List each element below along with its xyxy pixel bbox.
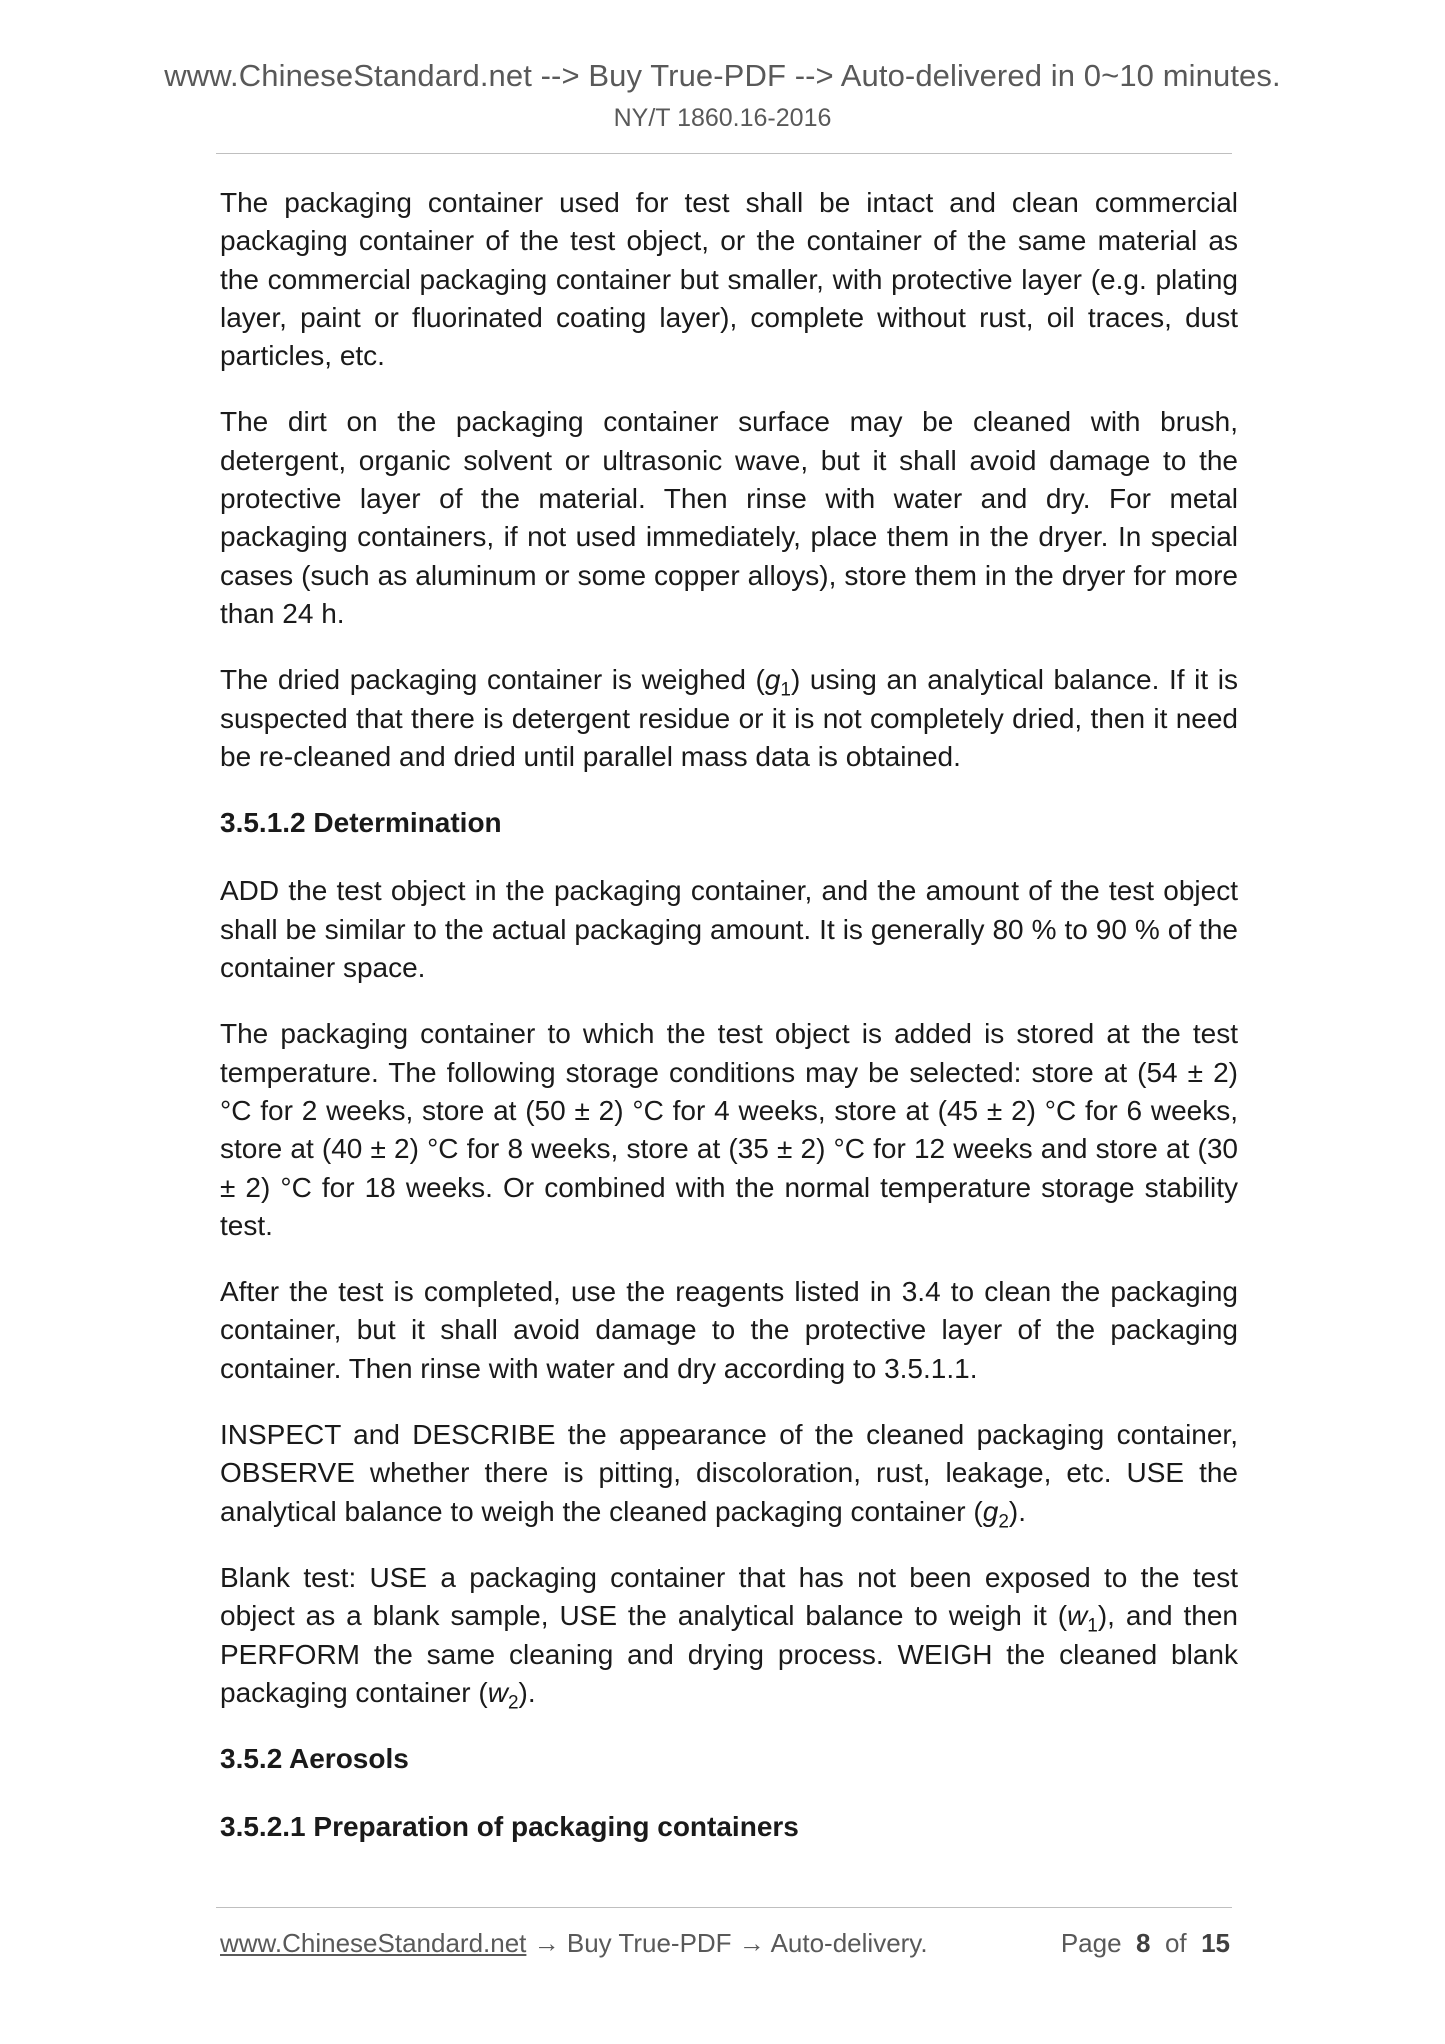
page-current: 8 [1136,1928,1151,1958]
paragraph-container-requirements: The packaging container used for test shall be intact and clean commercial packaging container of the test object, or the container of the same material as the commercial packaging container but smaller, with protective layer (e.g. plating layer, paint or fluorinated coating layer), complete without rust, oil traces, dust particles, etc. [220,187,1238,372]
paragraph-cleaning: The dirt on the packaging container surface may be cleaned with brush, detergent, organic solvent or ultrasonic wave, but it shall avoid damage to the protective layer of the material. Then rinse with water and dry. For metal packaging containers, if not used immediately, place them in the dryer. In special cases (such as aluminum or some copper alloys), store them in the dryer for more than 24 h. [220,406,1238,629]
variable-g: g [982,1495,999,1527]
text-segment: INSPECT and DESCRIBE the appearance of the cleaned packaging container, OBSERVE whether there is pitting, discoloration, rust, leakage, etc. USE the analytical balance to weigh the cleaned packaging container ( [220,1419,1238,1527]
standard-number: NY/T 1860.16-2016 [613,104,832,132]
header-banner: www.ChineseStandard.net --> Buy True-PDF --> Auto-delivered in 0~10 minutes. [164,58,1281,93]
text-segment: The dried packaging container is weighed ( [220,664,765,696]
paragraph-storage-conditions: The packaging container to which the test object is added is stored at the test temperature. The following storage conditions may be selected: store at (54 ± 2) °C for 2 weeks, store at (50 ± 2) °C for 4 weeks, store at (45 ± 2) °C for 6 weeks, store at (40 ± 2) °C for 8 weeks, store at (35 ± 2) °C for 12 weeks and store at (30 ± 2) °C for 18 weeks. Or combined with the normal temperature storage stability test. [220,1018,1238,1241]
subscript: 1 [780,679,791,701]
document-body [220,184,1238,1877]
section-heading-3521: 3.5.2.1 Preparation of packaging containers [220,1811,799,1843]
footer-site-link[interactable]: www.ChineseStandard.net [220,1928,527,1958]
footer-promo [220,1928,928,1959]
paragraph-after-test: After the test is completed, use the reagents listed in 3.4 to clean the packaging container, but it shall avoid damage to the protective layer of the packaging container. Then rinse with water and dry according to 3.5.1.1. [220,1276,1238,1384]
of-word: of [1164,1928,1187,1958]
page-total: 15 [1201,1928,1230,1958]
paragraph-add-test-object: ADD the test object in the packaging container, and the amount of the test object shall be similar to the actual packaging amount. It is generally 80 % to 90 % of the container space. [220,875,1238,984]
paragraph-weighing-g1 [220,661,1238,776]
subscript: 1 [1087,1615,1098,1637]
header-divider [216,153,1232,154]
subscript: 2 [998,1511,1009,1533]
text-segment: ), and then PERFORM the same cleaning and drying process. WEIGH the cleaned blank packaging container ( [220,1600,1238,1708]
paragraph-blank-test [220,1559,1238,1712]
text-segment: ). [518,1676,536,1708]
variable-w: w [1067,1600,1088,1632]
variable-g: g [764,664,781,696]
text-segment: Blank test: USE a packaging container that has not been exposed to the test object as a blank sample, USE the analytical balance to weigh it ( [220,1561,1238,1632]
variable-w: w [487,1676,508,1708]
page-word: Page [1060,1928,1122,1958]
footer-divider [216,1907,1232,1908]
text-segment: ). [1008,1495,1026,1527]
text-segment: ) using an analytical balance. If it is suspected that there is detergent residue or it is not completely dried, then it need be re-cleaned and dried until parallel mass data is obtained. [220,664,1238,772]
section-heading-3512: 3.5.1.2 Determination [220,807,502,839]
section-heading-352: 3.5.2 Aerosols [220,1743,409,1775]
paragraph-inspect [220,1416,1238,1531]
footer-tail-text: → Buy True-PDF → Auto-delivery. [526,1928,928,1958]
subscript: 2 [507,1692,519,1714]
page-indicator [1061,1928,1230,1959]
